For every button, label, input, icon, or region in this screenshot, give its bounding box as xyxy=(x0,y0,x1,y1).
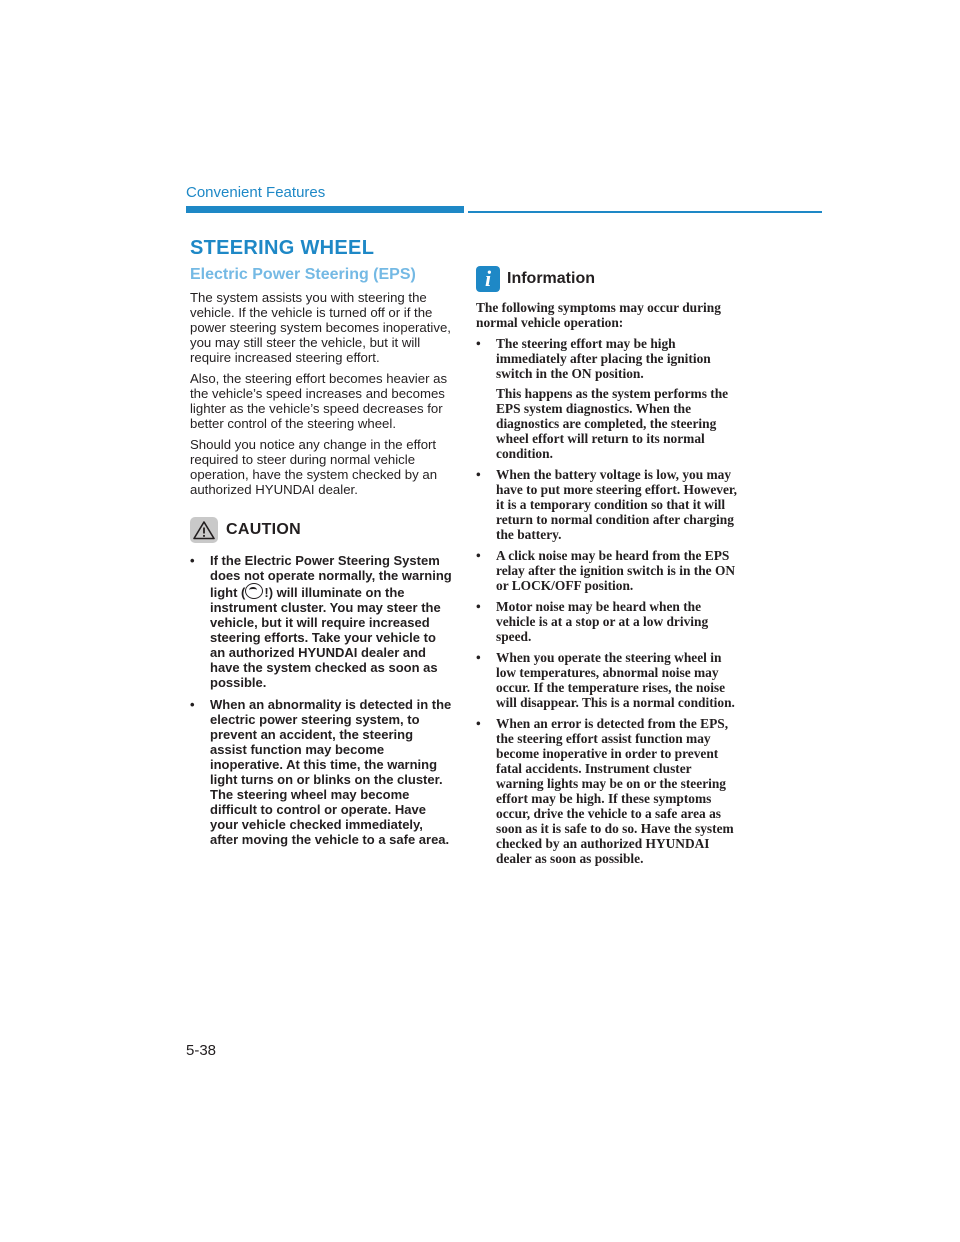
page-number: 5-38 xyxy=(186,1042,217,1059)
caution-header xyxy=(190,517,452,543)
section-title: STEERING WHEEL xyxy=(190,237,375,259)
list-item: • When the battery voltage is low, you may have to put more steering effort. However, it is a temporary condition so that it will return to normal condition after charging the battery. xyxy=(476,467,742,542)
list-item: • If the Electric Power Steering System does not operate normally, the warning light ( !) will illuminate on the instrument cluster. You may steer the vehicle, but it will require increased steering efforts. Take your vehicle to an authorized HYUNDAI dealer and have the system checked as soon as possible. xyxy=(190,553,452,690)
list-item: • A click noise may be heard from the EPS relay after the ignition switch is in the ON or LOCK/OFF position. xyxy=(476,548,742,593)
list-item-note: This happens as the system performs the EPS system diagnostics. When the diagnostics are completed, the steering wheel effort will return to its normal condition. xyxy=(496,386,729,461)
list-item: • Motor noise may be heard when the vehicle is at a stop or at a low driving speed. xyxy=(476,599,742,644)
caution-list xyxy=(190,553,452,847)
list-item: • When you operate the steering wheel in low temperatures, abnormal noise may occur. If the temperature rises, the noise will disappear. This is a normal condition. xyxy=(476,650,742,710)
header-rule-thin xyxy=(468,211,822,213)
information-list xyxy=(476,336,742,866)
warning-triangle-icon xyxy=(190,517,218,543)
eps-warning-light-icon xyxy=(245,583,263,599)
caution-label: CAUTION xyxy=(226,521,301,538)
subsection-title: Electric Power Steering (EPS) xyxy=(190,266,416,283)
information-icon: i xyxy=(476,266,500,292)
running-header: Convenient Features xyxy=(186,184,326,201)
left-column xyxy=(190,236,452,854)
header-rule-bold xyxy=(186,206,464,213)
list-item: • When an abnormality is detected in the electric power steering system, to prevent an accident, the steering assist function may become inoperative. At this time, the warning light turns on or blinks on the cluster. The steering wheel may become difficult to control or operate. Have your vehicle checked immediately, after moving the vehicle to a safe area. xyxy=(190,697,452,847)
body-paragraph: Should you notice any change in the effort required to steer during normal vehicle operation, have the system checked by an authorized HYUNDAI dealer. xyxy=(190,437,438,497)
information-intro: The following symptoms may occur during normal vehicle operation: xyxy=(476,300,721,330)
list-item: • The steering effort may be high immediately after placing the ignition switch in the ON position. This happens as the system performs the EPS system diagnostics. When the diagnostics are completed, the steering wheel effort will return to its normal condition. xyxy=(476,336,742,461)
body-paragraph: Also, the steering effort becomes heavier as the vehicle’s speed increases and becomes lighter as the vehicle’s speed decreases for better control of the steering wheel. xyxy=(190,371,448,431)
information-label: Information xyxy=(507,270,595,287)
information-header xyxy=(476,266,742,292)
right-column xyxy=(476,266,742,872)
list-item: • When an error is detected from the EPS, the steering effort assist function may become inoperative in order to prevent fatal accidents. Instrument cluster warning lights may be on or the steering effort may be high. If these symptoms occur, drive the vehicle to a safe area as soon as it is safe to do so. Have the system checked by an authorized HYUNDAI dealer as soon as possible. xyxy=(476,716,742,866)
body-paragraph: The system assists you with steering the vehicle. If the vehicle is turned off or if the power steering system becomes inoperative, you may still steer the vehicle, but it will require increased steering effort. xyxy=(190,290,451,365)
